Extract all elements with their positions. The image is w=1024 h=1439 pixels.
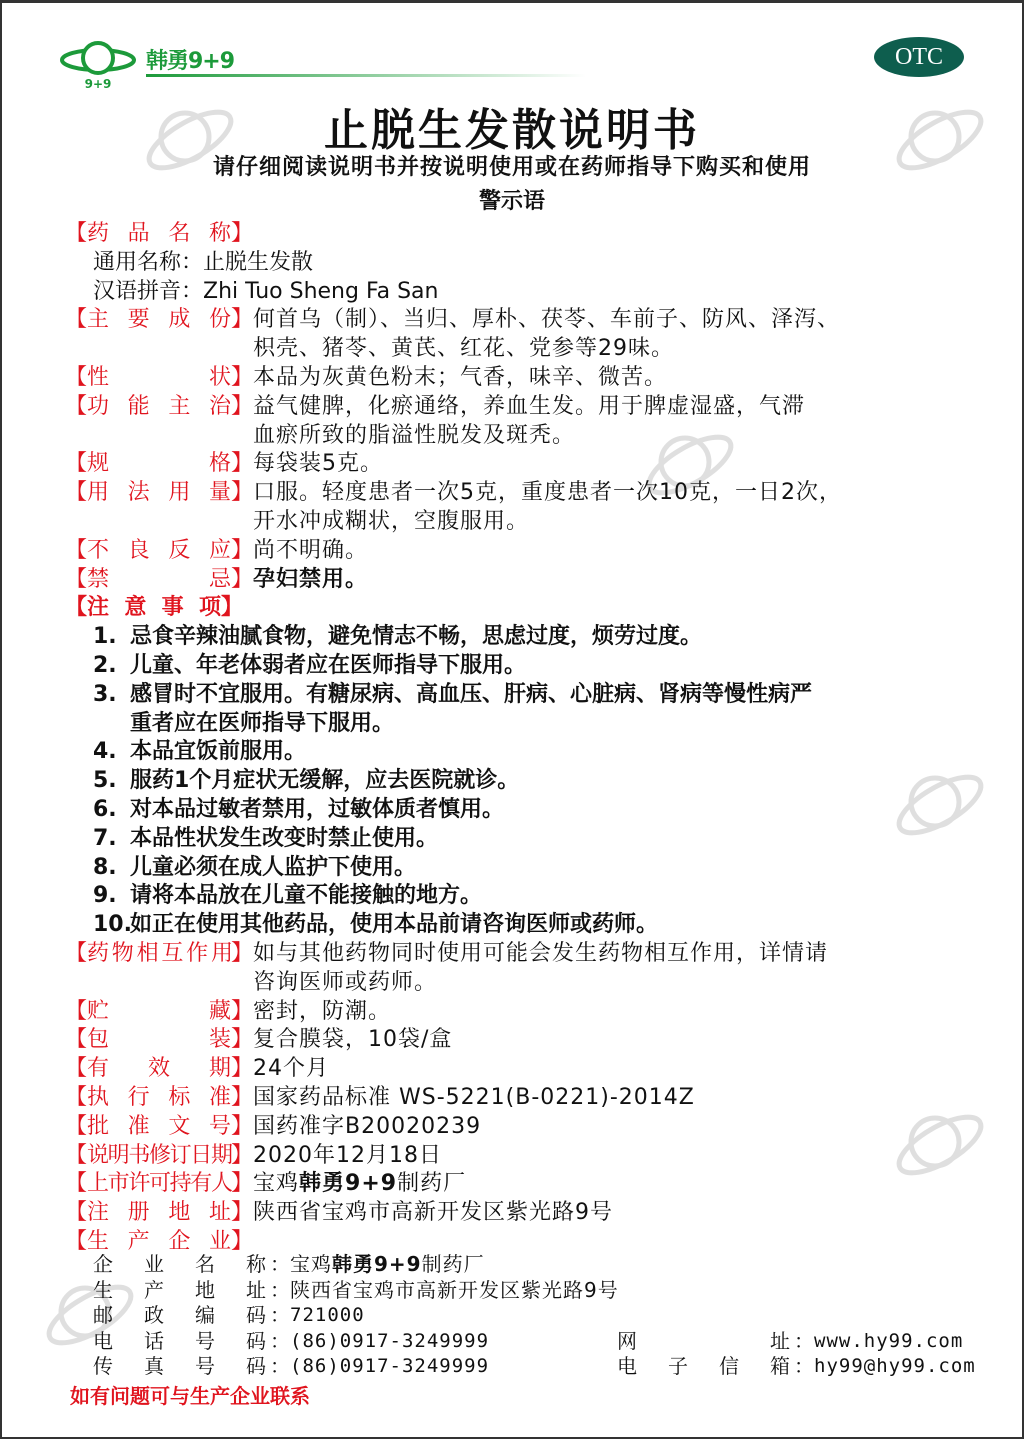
section-value: 血瘀所致的脂溢性脱发及斑秃。 xyxy=(253,422,576,448)
section-value: 枳壳、猪苓、黄芪、红花、党参等29味。 xyxy=(253,336,674,362)
holder-brand: 韩勇9+9 xyxy=(299,1171,398,1197)
note-item xyxy=(65,796,965,825)
section-spec: 【 规格 】 每袋装5克。 xyxy=(65,450,965,479)
note-item xyxy=(65,738,965,767)
section-usage: 【 用法用量 】 口服。轻度患者一次5克，重度患者一次10克，一日2次， 开水冲成糊状，空腹服用。 xyxy=(65,479,965,537)
note-text: 对本品过敏者禁用，过敏体质者慎用。 xyxy=(130,796,505,822)
pinyin-name: 汉语拼音：Zhi Tuo Sheng Fa San xyxy=(93,278,439,304)
section-value: 每袋装5克。 xyxy=(253,451,383,477)
note-item xyxy=(65,825,965,854)
note-number: 6. xyxy=(93,796,117,822)
brand-name: 韩勇9+9 xyxy=(146,49,235,74)
note-text: 服药1个月症状无缓解，应去医院就诊。 xyxy=(130,768,520,794)
note-text: 本品宜饭前服用。 xyxy=(130,739,307,765)
brand-logo-icon xyxy=(60,36,140,92)
section-value: 国药准字B20020239 xyxy=(253,1113,482,1139)
section-ingredients: 【 主要成份 】 何首乌（制）、当归、厚朴、茯苓、车前子、防风、泽泻、 枳壳、猪苓、黄芪、红花、党参等29味。 xyxy=(65,306,965,364)
note-item xyxy=(65,652,965,681)
section-interaction: 【 药物相互作用 】 如与其他药物同时使用可能会发生药物相互作用，详情请 咨询医师或药师。 xyxy=(65,940,965,998)
note-number: 10. xyxy=(93,912,132,938)
section-holder: 【 上市许可持有人 】 宝鸡韩勇9+9制药厂 xyxy=(65,1170,965,1199)
notes-list xyxy=(65,623,965,940)
section-revision-date: 【 说明书修订日期 】 2020年12月18日 xyxy=(65,1142,965,1171)
svg-text:9+9: 9+9 xyxy=(84,77,112,91)
company-name-label: 企业名称 xyxy=(93,1252,266,1276)
note-text: 请将本品放在儿童不能接触的地方。 xyxy=(130,883,483,909)
note-text: 儿童、年老体弱者应在医师指导下服用。 xyxy=(130,652,527,678)
holder-suffix: 制药厂 xyxy=(397,1171,467,1197)
section-value: 何首乌（制）、当归、厚朴、茯苓、车前子、防风、泽泻、 xyxy=(253,307,841,333)
note-item xyxy=(65,911,965,940)
address-value: 陕西省宝鸡市高新开发区紫光路9号 xyxy=(290,1277,619,1302)
section-label: 性状 xyxy=(87,364,231,390)
fax-label: 传真号码 xyxy=(93,1354,266,1378)
company-brand: 韩勇9+9 xyxy=(332,1252,422,1276)
section-label: 注册地址 xyxy=(87,1200,231,1226)
section-label: 执行标准 xyxy=(87,1084,231,1110)
section-validity: 【 有效期 】 24个月 xyxy=(65,1055,965,1084)
section-label: 包装 xyxy=(87,1027,231,1053)
section-value: 密封，防潮。 xyxy=(253,998,392,1024)
section-approval: 【 批准文号 】 国药准字B20020239 xyxy=(65,1113,965,1142)
subtitle: 请仔细阅读说明书并按说明使用或在药师指导下购买和使用 xyxy=(212,155,811,180)
section-label: 生产企业 xyxy=(87,1228,231,1254)
section-value: 24个月 xyxy=(253,1056,329,1082)
note-item xyxy=(65,882,965,911)
section-drug-name: 【 药品名称 】 xyxy=(65,220,965,249)
address-label: 生产地址 xyxy=(93,1277,266,1302)
note-item xyxy=(65,681,965,739)
section-notes: 【 注意事项 】 xyxy=(65,594,965,623)
section-function: 【 功能主治 】 益气健脾，化瘀通络，养血生发。用于脾虚湿盛，气滞 血瘀所致的脂溢性脱发及斑秃。 xyxy=(65,393,965,451)
phone-label: 电话号码 xyxy=(93,1328,266,1353)
section-label: 贮藏 xyxy=(87,998,231,1024)
fax-value: (86)0917-3249999 xyxy=(290,1355,490,1377)
warning-heading: 警示语 xyxy=(478,189,545,214)
website-link[interactable]: www.hy99.com xyxy=(814,1329,964,1352)
email-label: 电子信箱 xyxy=(617,1354,790,1378)
section-label: 批准文号 xyxy=(87,1113,231,1139)
section-standard: 【 执行标准 】 国家药品标准 WS-5221(B-0221)-2014Z xyxy=(65,1084,965,1113)
note-number: 5. xyxy=(93,768,117,794)
note-item xyxy=(65,623,965,652)
note-text: 如正在使用其他药品，使用本品前请咨询医师或药师。 xyxy=(130,912,659,938)
section-value: 本品为灰黄色粉末；气香，味辛、微苦。 xyxy=(253,364,668,390)
note-number: 3. xyxy=(93,681,117,707)
section-value: 陕西省宝鸡市高新开发区紫光路9号 xyxy=(253,1200,613,1226)
leaflet-body xyxy=(65,220,965,1257)
note-number: 9. xyxy=(93,883,117,909)
section-package: 【 包装 】 复合膜袋，10袋/盒 xyxy=(65,1026,965,1055)
brand-underline xyxy=(146,74,586,77)
section-contraindication: 【 禁忌 】 孕妇禁用。 xyxy=(65,566,965,595)
section-label: 主要成份 xyxy=(87,307,231,333)
common-name: 通用名称：止脱生发散 xyxy=(93,249,314,275)
phone-value: (86)0917-3249999 xyxy=(290,1329,490,1352)
company-info: 企业名称 ： 宝鸡韩勇9+9制药厂 生产地址 ： 陕西省宝鸡市高新开发区紫光路9号 邮政编码 ： 721000 电话号码 ： (86)0917-3249999 网址 ： www.hy99.com 传真号码 ： (86)0917-3249999 电子信箱 ： hy99@hy99.com xyxy=(93,1252,976,1378)
note-number: 2. xyxy=(93,652,117,678)
note-item xyxy=(65,767,965,796)
holder-city: 宝鸡 xyxy=(253,1171,300,1197)
contact-note: 如有问题可与生产企业联系 xyxy=(70,1384,310,1408)
section-label: 功能主治 xyxy=(87,393,231,419)
section-character: 【 性状 】 本品为灰黄色粉末；气香，味辛、微苦。 xyxy=(65,364,965,393)
note-number: 7. xyxy=(93,825,117,851)
section-label: 上市许可持有人 xyxy=(87,1171,231,1197)
section-value: 益气健脾，化瘀通络，养血生发。用于脾虚湿盛，气滞 xyxy=(253,393,806,419)
section-manufacturer: 【 生产企业 】 xyxy=(65,1228,965,1257)
section-label: 药物相互作用 xyxy=(87,940,231,966)
note-text: 本品性状发生改变时禁止使用。 xyxy=(130,825,439,851)
section-registered-address: 【 注册地址 】 陕西省宝鸡市高新开发区紫光路9号 xyxy=(65,1199,965,1228)
section-value: 开水冲成糊状，空腹服用。 xyxy=(253,508,530,534)
note-number: 8. xyxy=(93,854,117,880)
otc-badge: OTC xyxy=(874,37,964,77)
website-label: 网址 xyxy=(617,1328,790,1353)
page-title: 止脱生发散说明书 xyxy=(324,105,700,156)
section-label: 禁忌 xyxy=(87,566,231,592)
section-value: 国家药品标准 WS-5221(B-0221)-2014Z xyxy=(253,1084,695,1110)
email-link[interactable]: hy99@hy99.com xyxy=(814,1355,976,1377)
section-value: 尚不明确。 xyxy=(253,537,369,563)
zip-label: 邮政编码 xyxy=(93,1303,266,1327)
section-value: 咨询医师或药师。 xyxy=(253,969,438,995)
section-value: 口服。轻度患者一次5克，重度患者一次10克，一日2次， xyxy=(253,480,842,506)
note-text: 儿童必须在成人监护下使用。 xyxy=(130,854,417,880)
section-value: 孕妇禁用。 xyxy=(253,566,369,592)
section-label: 用法用量 xyxy=(87,480,231,506)
note-number: 4. xyxy=(93,739,117,765)
zip-value: 721000 xyxy=(290,1304,365,1326)
note-text: 忌食辛辣油腻食物，避免情志不畅，思虑过度，烦劳过度。 xyxy=(130,624,703,650)
section-label: 药品名称 xyxy=(87,221,231,246)
section-label: 说明书修订日期 xyxy=(87,1142,231,1168)
note-text: 感冒时不宜服用。有糖尿病、高血压、肝病、心脏病、肾病等慢性病严 重者应在医师指导下服用。 xyxy=(130,681,813,736)
company-suffix: 制药厂 xyxy=(421,1252,485,1276)
section-storage: 【 贮藏 】 密封，防潮。 xyxy=(65,998,965,1027)
section-value: 复合膜袋，10袋/盒 xyxy=(253,1027,453,1053)
company-city: 宝鸡 xyxy=(290,1252,332,1276)
section-value: 如与其他药物同时使用可能会发生药物相互作用，详情请 xyxy=(253,940,829,966)
section-label: 规格 xyxy=(87,451,231,477)
section-adverse: 【 不良反应 】 尚不明确。 xyxy=(65,537,965,566)
note-item xyxy=(65,854,965,883)
section-label: 有效期 xyxy=(87,1056,231,1082)
note-number: 1. xyxy=(93,624,117,650)
section-label: 不良反应 xyxy=(87,537,231,563)
section-value: 2020年12月18日 xyxy=(253,1142,442,1168)
section-label: 注意事项 xyxy=(87,595,221,621)
